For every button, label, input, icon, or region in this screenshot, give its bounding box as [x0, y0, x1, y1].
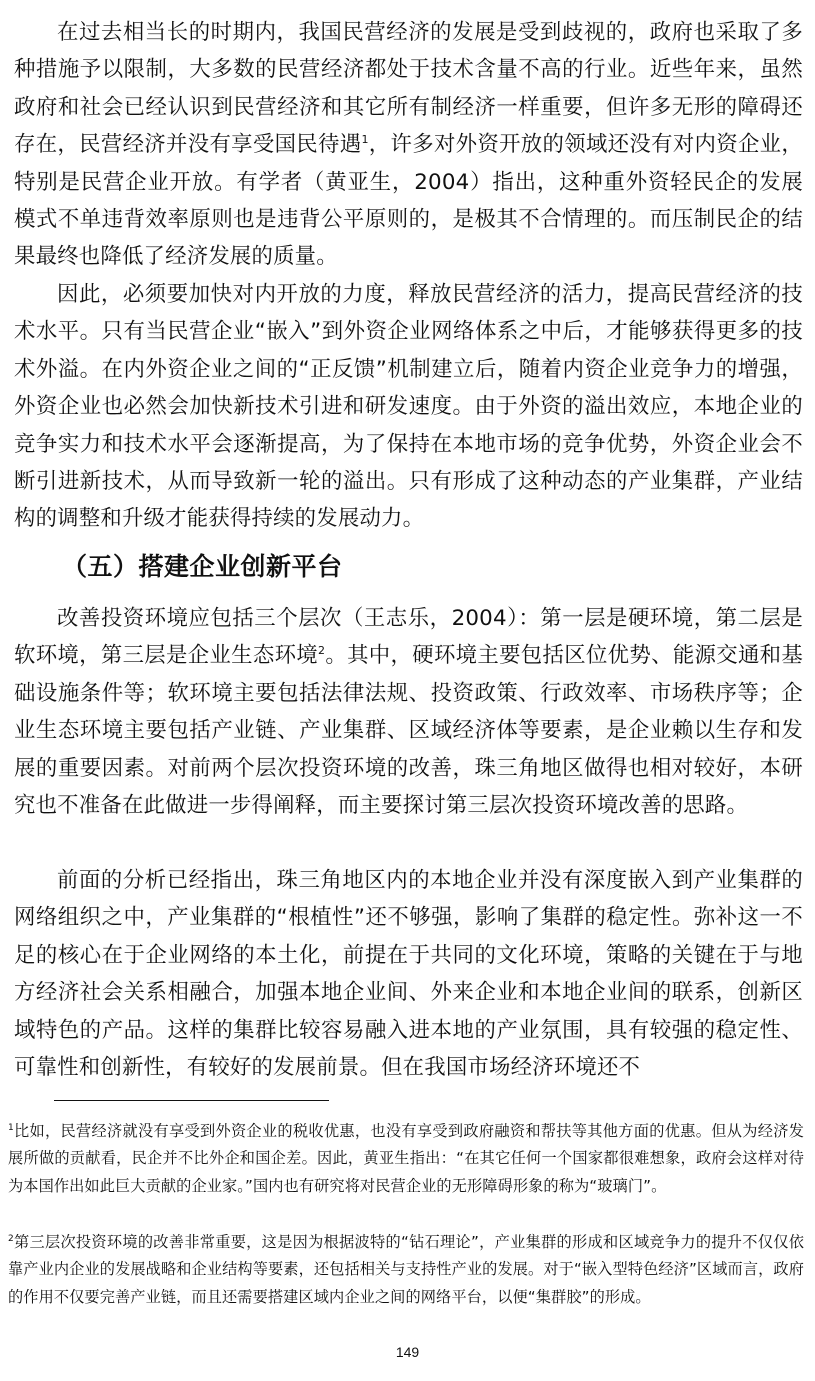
paragraph-1	[14, 14, 803, 276]
footnote-1-mark: 1	[8, 1122, 14, 1133]
footnote-divider	[54, 1100, 329, 1101]
footnote-2	[8, 1229, 804, 1311]
page-number: 149	[395, 1344, 420, 1360]
footnote-1-text: 比如，民营经济就没有享受到外资企业的税收优惠，也没有享受到政府融资和帮扶等其他方面的优惠。但从为经济发展所做的贡献看，民企并不比外企和国企差。因此，黄亚生指出：“在其它任何一个国家都很难想象，政府会这样对待为本国作出如此巨大贡献的企业家。”国内也有研究将对民营企业的无形障碍形象的称为“玻璃门”。	[8, 1122, 804, 1195]
footnote-1	[8, 1118, 804, 1200]
paragraph-3	[14, 600, 803, 824]
paragraph-1-text-after: ，许多对外资开放的领域还没有对内资企业，特别是民营企业开放。有学者（黄亚生，2004）指出，这种重外资轻民企的发展模式不单违背效率原则也是违背公平原则的，是极其不合情理的。而压制民企的结果最终也降低了经济发展的质量。	[14, 132, 803, 270]
paragraph-3-text-before: 改善投资环境应包括三个层次（王志乐，2004）：第一层是硬环境，第二层是软环境，第三层是企业生态环境	[14, 606, 803, 669]
paragraph-1-text-before: 在过去相当长的时期内，我国民营经济的发展是受到歧视的，政府也采取了多种措施予以限制，大多数的民营经济都处于技术含量不高的行业。近些年来，虽然政府和社会已经认识到民营经济和其它所有制经济一样重要，但许多无形的障碍还存在，民营经济并没有享受国民待遇	[14, 20, 803, 158]
paragraph-4: 前面的分析已经指出，珠三角地区内的本地企业并没有深度嵌入到产业集群的网络组织之中，产业集群的“根植性”还不够强，影响了集群的稳定性。弥补这一不足的核心在于企业网络的本土化，前提在于共同的文化环境，策略的关键在于与地方经济社会关系相融合，加强本地企业间、外来企业和本地企业间的联系，创新区域特色的产品。这样的集群比较容易融入进本地的产业氛围，具有较强的稳定性、可靠性和创新性，有较好的发展前景。但在我国市场经济环境还不	[14, 868, 803, 1081]
section-heading: （五）搭建企业创新平台	[62, 552, 343, 581]
footnote-ref-2[interactable]: 2	[318, 644, 326, 658]
footnote-2-mark: 2	[8, 1233, 14, 1244]
paragraph-2: 因此，必须要加快对内开放的力度，释放民营经济的活力，提高民营经济的技术水平。只有当民营企业“嵌入”到外资企业网络体系之中后，才能够获得更多的技术外溢。在内外资企业之间的“正反馈”机制建立后，随着内资企业竞争力的增强，外资企业也必然会加快新技术引进和研发速度。由于外资的溢出效应，本地企业的竞争实力和技术水平会逐渐提高，为了保持在本地市场的竞争优势，外资企业会不断引进新技术，从而导致新一轮的溢出。只有形成了这种动态的产业集群，产业结构的调整和升级才能获得持续的发展动力。	[14, 282, 803, 532]
paragraph-3-text-after: 。其中，硬环境主要包括区位优势、能源交通和基础设施条件等；软环境主要包括法律法规、投资政策、行政效率、市场秩序等；企业生态环境主要包括产业链、产业集群、区域经济体等要素，是企业赖以生存和发展的重要因素。对前两个层次投资环境的改善，珠三角地区做得也相对较好，本研究也不准备在此做进一步得阐释，而主要探讨第三层次投资环境改善的思路。	[14, 643, 803, 819]
footnote-ref-1[interactable]: 1	[361, 133, 369, 147]
footnote-2-text: 第三层次投资环境的改善非常重要，这是因为根据波特的“钻石理论”，产业集群的形成和区域竞争力的提升不仅仅依靠产业内企业的发展战略和企业结构等要素，还包括相关与支持性产业的发展。对于“嵌入型特色经济”区域而言，政府的作用不仅要完善产业链，而且还需要搭建区域内企业之间的网络平台，以便“集群胶”的形成。	[8, 1233, 804, 1306]
